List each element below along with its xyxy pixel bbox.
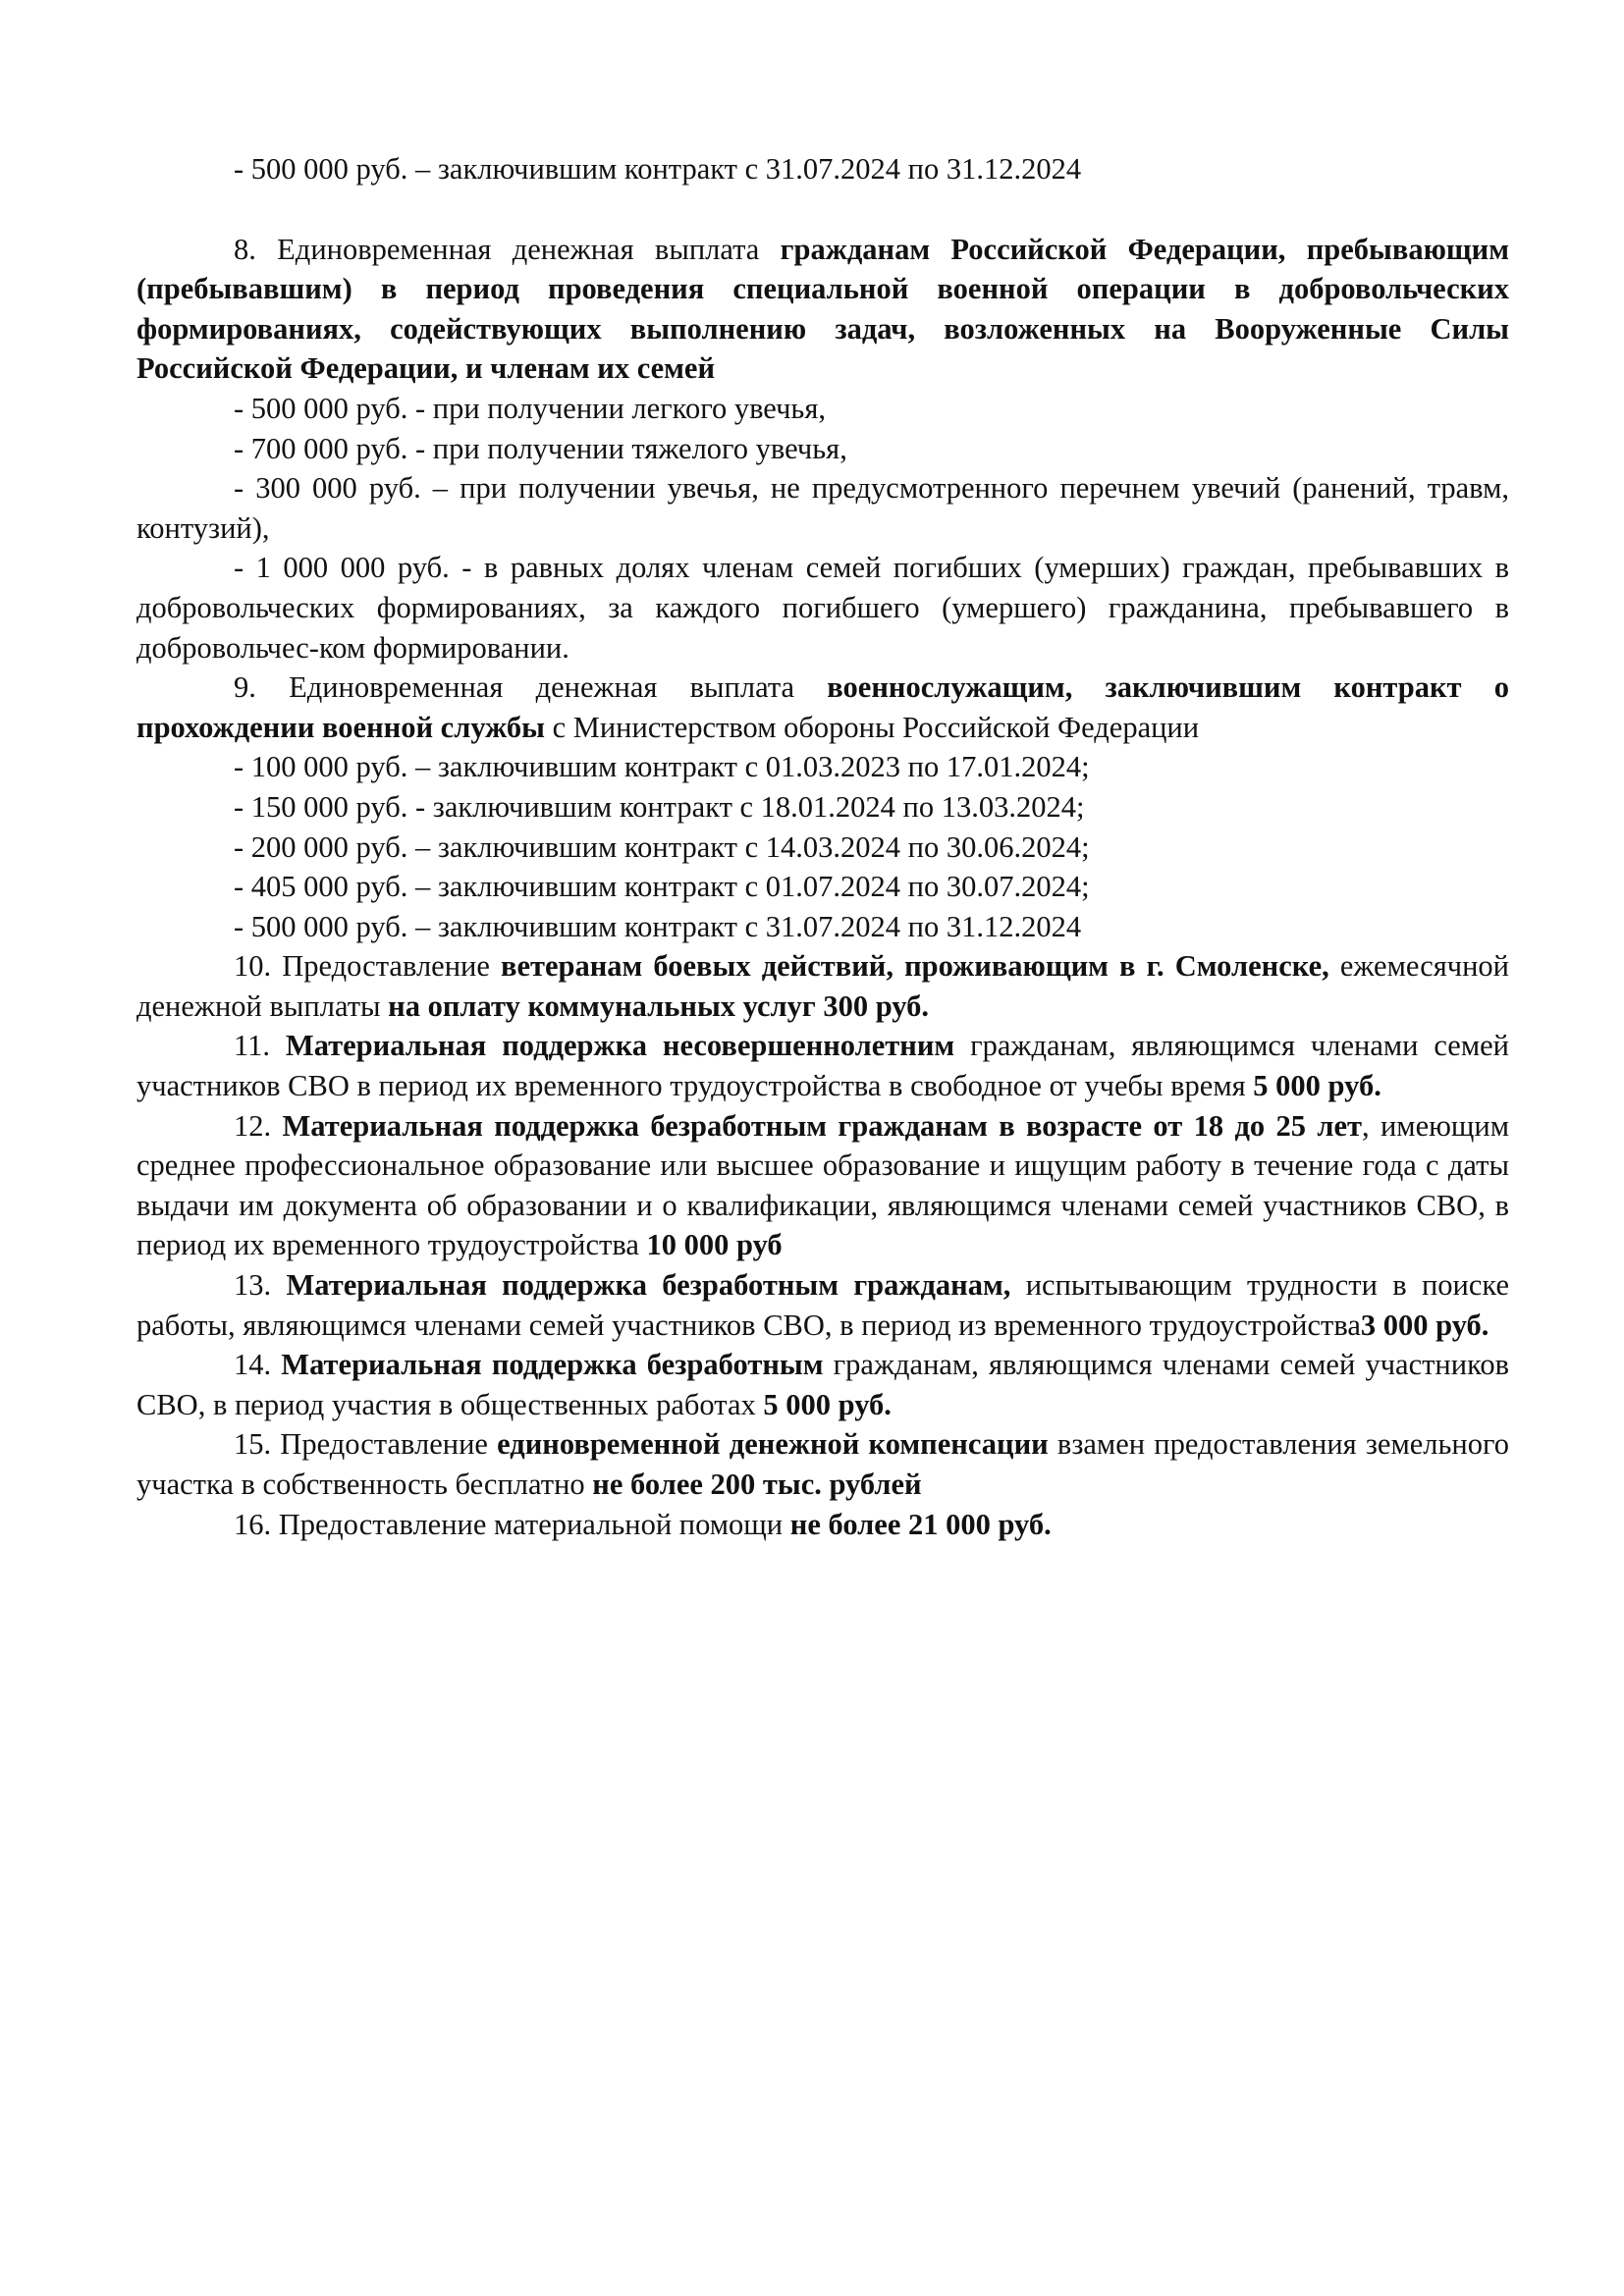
paragraph-p11 xyxy=(136,1026,1509,1105)
text: 9. Единовременная денежная выплата xyxy=(234,670,828,705)
paragraph-p10 xyxy=(136,946,1509,1026)
text: 14. xyxy=(234,1348,282,1382)
text: гражданам, являющимся членами семей участников СВО в период их временного трудоустройства в свободное от учебы время xyxy=(136,1029,1509,1103)
text: - 700 000 руб. - при получении тяжелого увечья, xyxy=(234,431,847,465)
bold-text: Материальная поддержка безработным xyxy=(281,1348,824,1382)
paragraph-spacer xyxy=(136,189,1509,230)
text: 16. Предоставление материальной помощи xyxy=(234,1507,790,1541)
text: - 1 000 000 руб. - в равных долях членам семей погибших (умерших) граждан, пребывавших в добровольческих формированиях, за каждого погибшего (умершего) гражданина, пребывавшего в добровольчес-ком формировании. xyxy=(136,551,1509,665)
bold-text: на оплату коммунальных услуг 300 руб. xyxy=(388,988,930,1023)
text: 12. xyxy=(234,1108,283,1143)
paragraph-p8-2 xyxy=(136,429,1509,469)
bold-text: не более 200 тыс. рублей xyxy=(592,1468,922,1501)
text: - 200 000 руб. – заключившим контракт с 14.03.2024 по 30.06.2024; xyxy=(234,829,1090,864)
paragraph-p9-4 xyxy=(136,867,1509,907)
text: - 100 000 руб. – заключившим контракт с 01.03.2023 по 17.01.2024; xyxy=(234,750,1090,784)
text: - 405 000 руб. – заключившим контракт с 01.07.2024 по 30.07.2024; xyxy=(234,870,1090,904)
bold-text: 3 000 руб. xyxy=(1360,1308,1489,1342)
text: - 500 000 руб. - при получении легкого увечья, xyxy=(234,391,826,425)
text: взамен предоставления земельного участка в собственность бесплатно xyxy=(136,1427,1509,1501)
paragraph-p9-2 xyxy=(136,787,1509,828)
bold-text: Материальная поддержка несовершеннолетним xyxy=(285,1029,955,1063)
bold-text: не более 21 000 руб. xyxy=(789,1507,1052,1541)
paragraph-p8-3 xyxy=(136,468,1509,548)
text: - 500 000 руб. – заключившим контракт с 31.07.2024 по 31.12.2024 xyxy=(234,909,1082,943)
paragraph-p14 xyxy=(136,1345,1509,1424)
text: 15. Предоставление xyxy=(234,1427,498,1462)
paragraph-p13 xyxy=(136,1265,1509,1345)
text: , имеющим среднее профессиональное образование или высшее образование и ищущим работу в течение года с даты выдачи им документа об образовании и о квалификации, являющимся членами семей участников СВО, в период их временного трудоустройства xyxy=(136,1108,1509,1262)
text: - 300 000 руб. – при получении увечья, не предусмотренного перечнем увечий (ранений, травм, контузий), xyxy=(136,471,1509,545)
text: - 500 000 руб xyxy=(234,152,401,186)
paragraph-p9 xyxy=(136,667,1509,747)
paragraph-p9-3 xyxy=(136,828,1509,868)
text: 13. xyxy=(234,1268,287,1303)
bold-text: гражданам Российской Федерации, пребывающим (пребывавшим) в период проведения специальной военной операции в добровольческих формированиях, содействующих выполнению задач, возложенных на Вооруженные Силы Российской Федерации, и членам их семей xyxy=(136,232,1509,386)
paragraph-p8 xyxy=(136,230,1509,389)
paragraph-p8-4 xyxy=(136,548,1509,667)
text: ежемесячной денежной выплаты xyxy=(136,949,1509,1023)
bold-text: Материальная поддержка безработным гражданам, xyxy=(286,1268,1011,1303)
text: - 150 000 руб. - заключившим контракт с 18.01.2024 по 13.03.2024; xyxy=(234,789,1085,824)
paragraph-p8-1 xyxy=(136,389,1509,429)
text: 11. xyxy=(234,1029,286,1063)
text: испытывающим трудности в поиске работы, являющимся членами семей участников СВО, в период из временного трудоустройства xyxy=(136,1268,1509,1342)
text: с Министерством обороны Российской Федерации xyxy=(544,710,1200,744)
paragraph-p-500-top xyxy=(136,149,1509,189)
text: 10. Предоставление xyxy=(234,949,501,984)
text: . – заключившим контракт с 31.07.2024 по 31.12.2024 xyxy=(400,152,1082,186)
bold-text: ветеранам боевых действий, проживающим в г. Смоленске, xyxy=(500,949,1329,984)
bold-text: Материальная поддержка безработным гражданам в возрасте от 18 до 25 лет xyxy=(282,1108,1362,1143)
paragraph-p9-5 xyxy=(136,907,1509,947)
document-body xyxy=(136,149,1509,1544)
bold-text: единовременной денежной компенсации xyxy=(497,1427,1049,1462)
paragraph-p12 xyxy=(136,1106,1509,1265)
bold-text: 10 000 руб xyxy=(646,1228,783,1262)
bold-text: 5 000 руб. xyxy=(763,1387,892,1421)
paragraph-p15 xyxy=(136,1424,1509,1504)
bold-text: военнослужащим, заключившим контракт о прохождении военной службы xyxy=(136,670,1509,744)
bold-text: 5 000 руб. xyxy=(1253,1069,1381,1103)
paragraph-p16 xyxy=(136,1505,1509,1545)
paragraph-p9-1 xyxy=(136,747,1509,787)
text: гражданам, являющимся членами семей участников СВО, в период участия в общественных работах xyxy=(136,1348,1509,1421)
text: 8. Единовременная денежная выплата xyxy=(234,232,781,266)
